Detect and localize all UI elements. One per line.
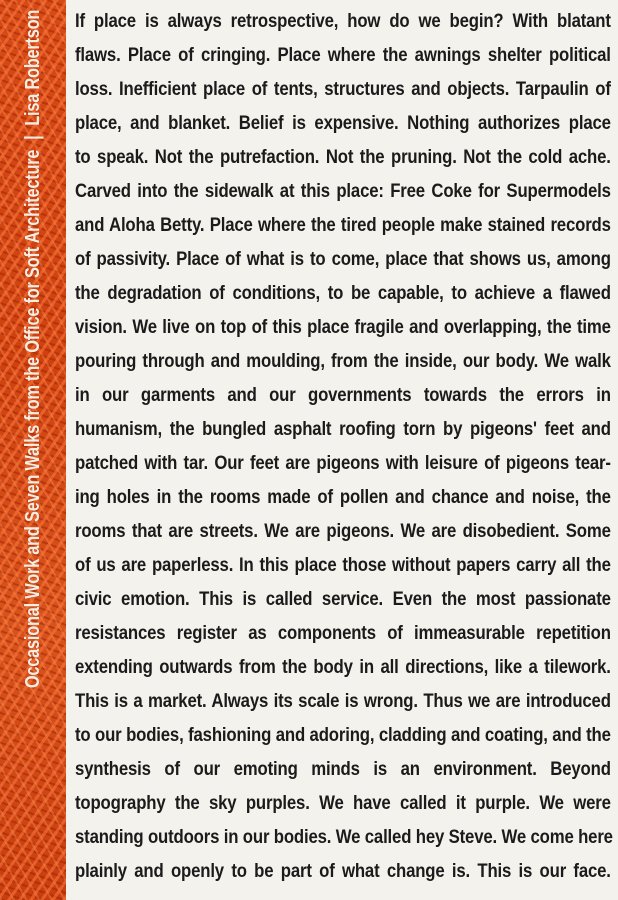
text-line: ing holes in the rooms made of pollen and chance and noise, the	[75, 486, 611, 508]
text-line: of us are paperless. In this place those without papers carry all the	[75, 554, 611, 576]
text-line: standing outdoors in our bodies. We called hey Steve. We come here	[75, 826, 613, 848]
text-line: humanism, the bungled asphalt roofing torn by pigeons' feet and	[75, 418, 611, 440]
text-line: topography the sky purples. We have called it purple. We were	[75, 792, 611, 814]
spine-author: Lisa Robertson	[21, 10, 44, 126]
spine-separator: |	[21, 135, 44, 141]
text-line: in our garments and our governments towards the errors in	[75, 384, 611, 406]
text-line: extending outwards from the body in all directions, like a tilework.	[75, 656, 611, 678]
body-text	[75, 4, 611, 888]
text-line: patched with tar. Our feet are pigeons with leisure of pigeons tear-	[75, 452, 611, 474]
text-line: This is a market. Always its scale is wrong. Thus we are introduced	[75, 690, 611, 712]
spine-text	[22, 10, 45, 688]
text-line: flaws. Place of cringing. Place where the awnings shelter political	[75, 44, 611, 66]
text-line: rooms that are streets. We are pigeons. We are disobedient. Some	[75, 520, 611, 542]
text-line: If place is always retrospective, how do we begin? With blatant	[75, 10, 611, 32]
text-line: synthesis of our emoting minds is an environment. Beyond	[75, 758, 611, 780]
text-line: civic emotion. This is called service. Even the most passionate	[75, 588, 611, 610]
text-line: the degradation of conditions, to be capable, to achieve a flawed	[75, 282, 611, 304]
text-line: resistances register as components of immeasurable repetition	[75, 622, 611, 644]
text-line: of passivity. Place of what is to come, place that shows us, among	[75, 248, 611, 270]
text-line: vision. We live on top of this place fragile and overlapping, the time	[75, 316, 611, 338]
book-spine	[0, 0, 66, 900]
text-line: Carved into the sidewalk at this place: Free Coke for Supermodels	[75, 180, 611, 202]
spine-text-wrap	[18, 10, 48, 890]
text-line: and Aloha Betty. Place where the tired people make stained records	[75, 214, 611, 236]
text-line: to our bodies, fashioning and adoring, cladding and coating, and the	[75, 724, 611, 746]
text-line: place, and blanket. Belief is expensive. Nothing authorizes place	[75, 112, 611, 134]
text-line: loss. Inefficient place of tents, structures and objects. Tarpaulin of	[75, 78, 611, 100]
text-line: to speak. Not the putrefaction. Not the pruning. Not the cold ache.	[75, 146, 611, 168]
text-line: plainly and openly to be part of what change is. This is our face.	[75, 860, 611, 882]
spine-title: Occasional Work and Seven Walks from the Office for Soft Architecture	[21, 149, 44, 689]
text-line: pouring through and moulding, from the inside, our body. We walk	[75, 350, 611, 372]
